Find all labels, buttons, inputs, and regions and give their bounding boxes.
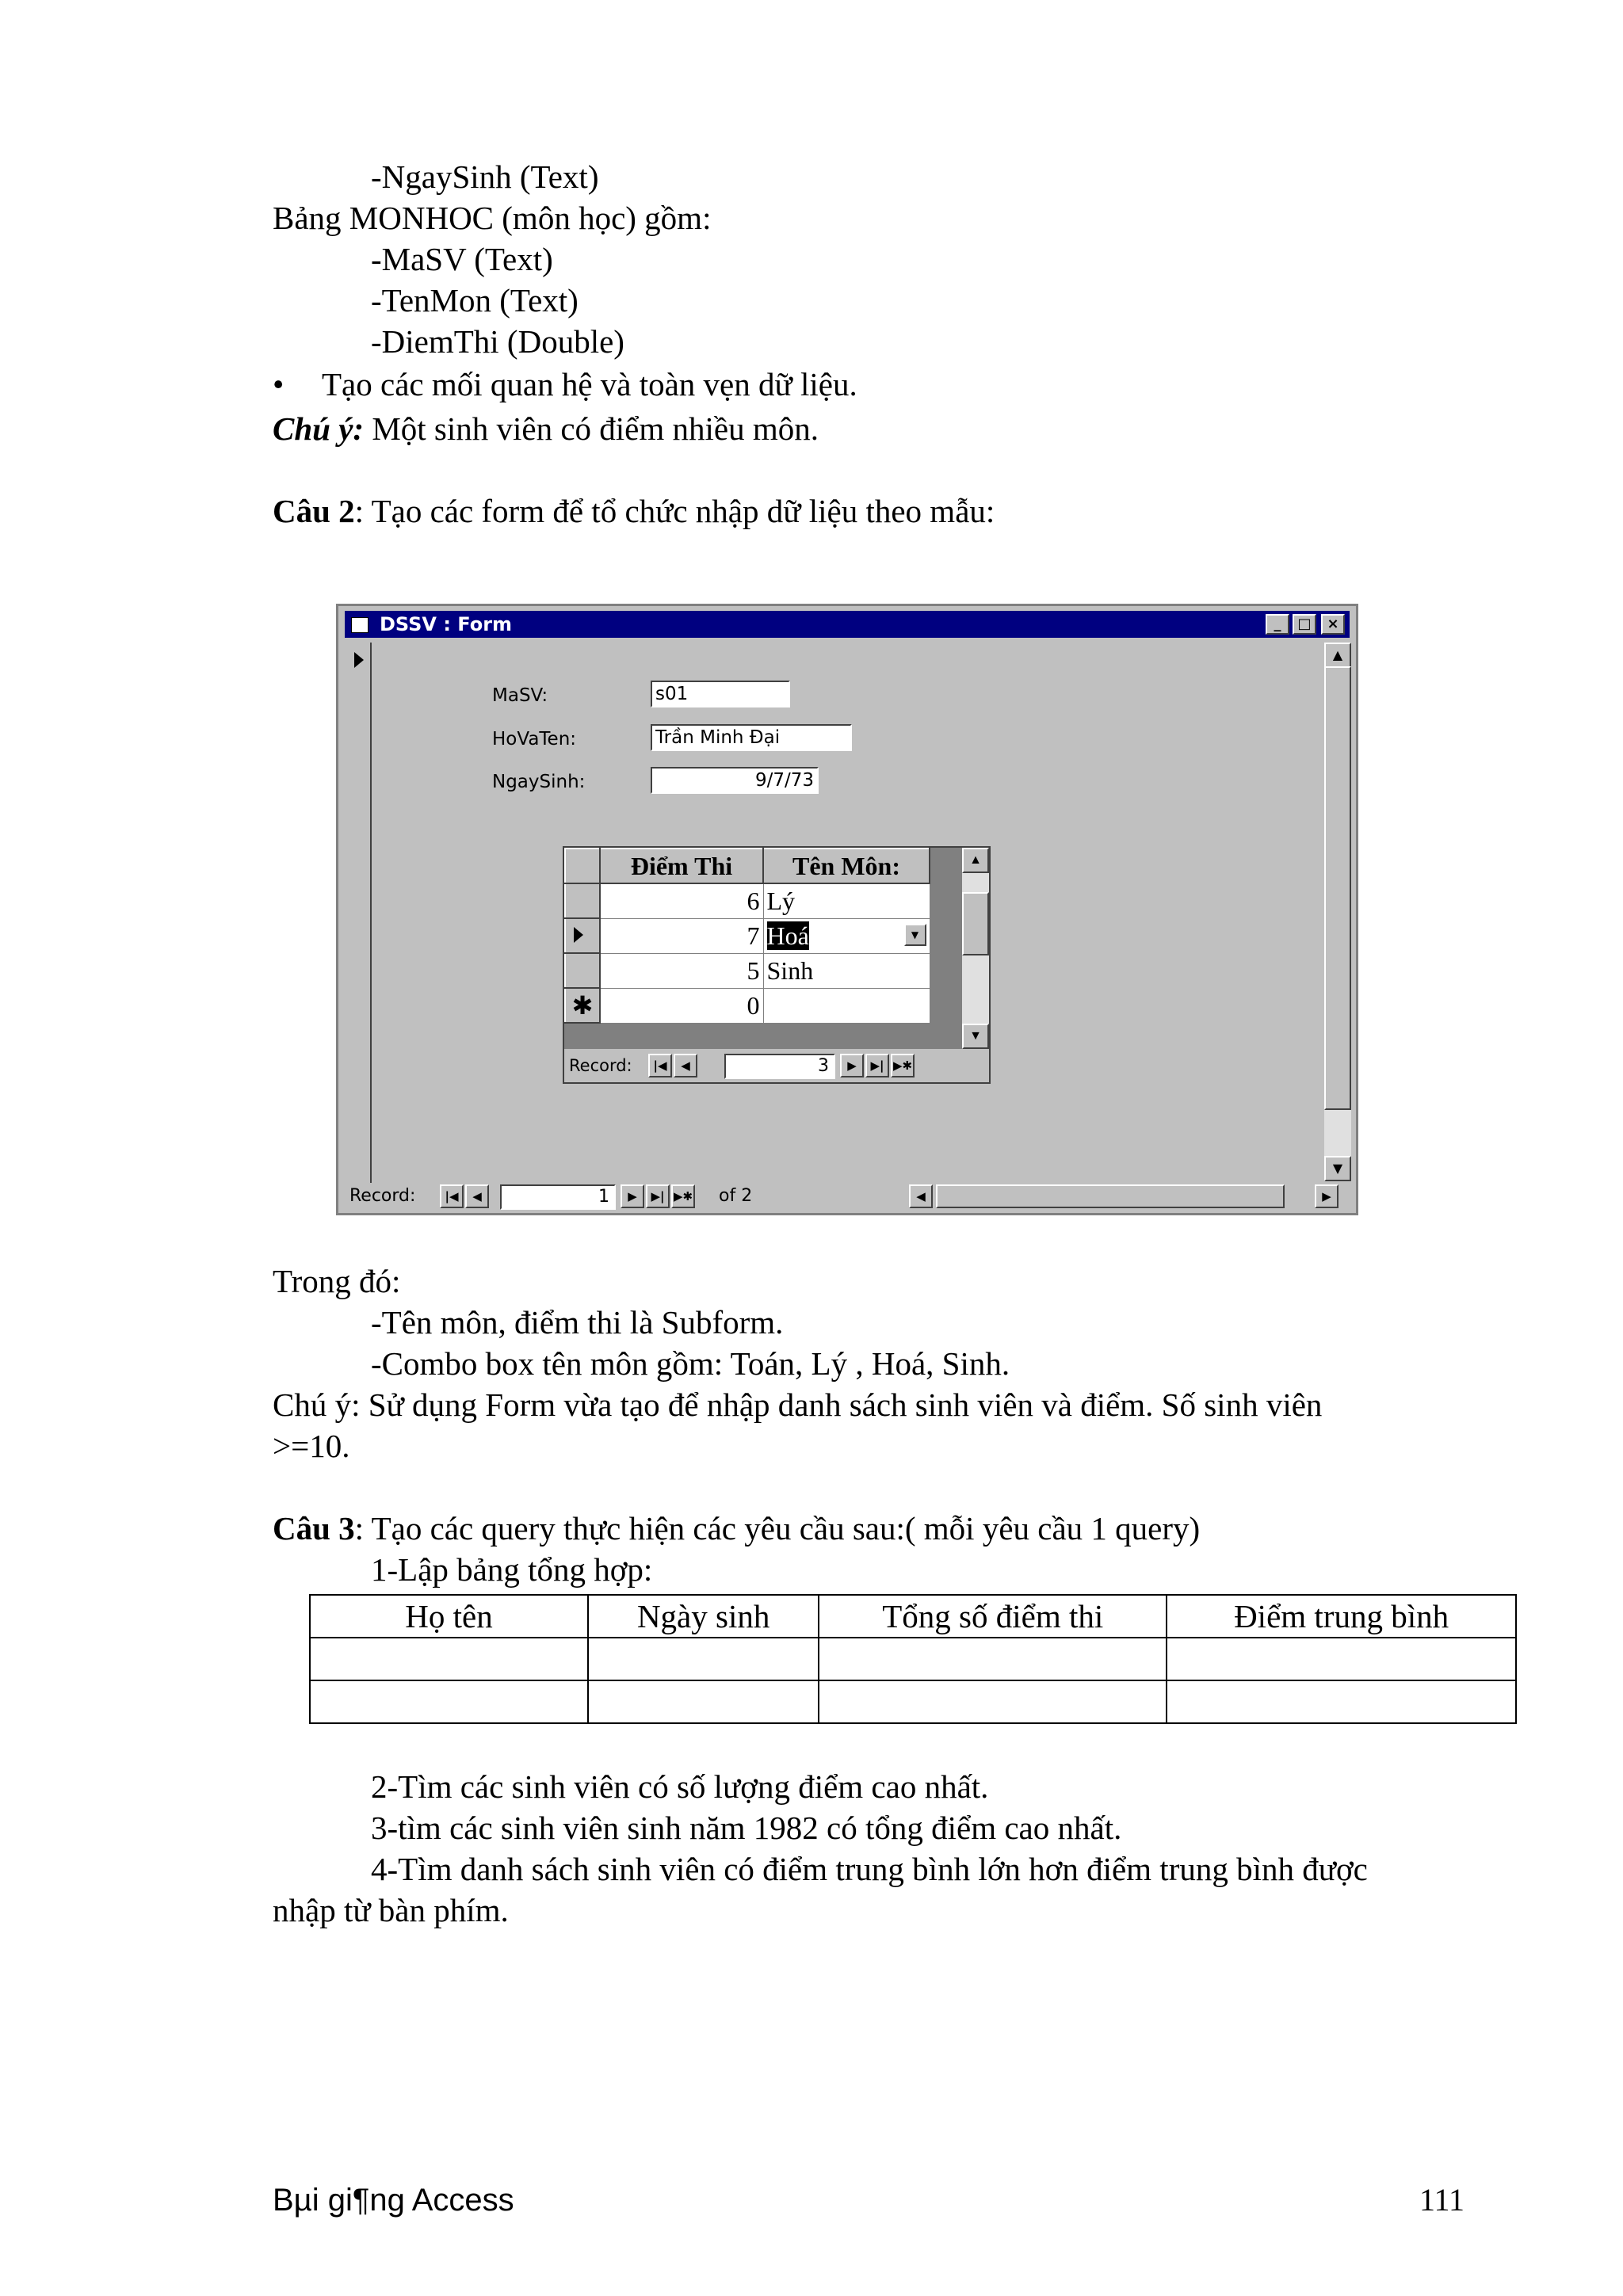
diem-cell[interactable]: 0 xyxy=(600,988,763,1023)
row-selector[interactable] xyxy=(565,918,600,953)
sub-last-record-icon[interactable]: ▶| xyxy=(865,1054,889,1077)
text-q3: 3-tìm các sinh viên sinh năm 1982 có tổng điểm cao nhất. xyxy=(371,1810,1122,1846)
ngaysinh-label: NgaySinh: xyxy=(492,772,586,792)
cau-3-label: Câu 3 xyxy=(273,1510,355,1547)
text-bang-monhoc: Bảng MONHOC (môn học) gồm: xyxy=(273,200,712,236)
form-vertical-scrollbar[interactable] xyxy=(1324,643,1351,1181)
sub-first-record-icon[interactable]: |◀ xyxy=(648,1054,672,1077)
text-chu-y-2b: >=10. xyxy=(273,1428,350,1464)
table-row xyxy=(565,918,930,953)
text-tao-quan-he: Tạo các mối quan hệ và toàn vẹn dữ liệu. xyxy=(322,366,857,402)
footer-title: Bµi gi¶ng Access xyxy=(273,2183,514,2218)
record-of-text: of 2 xyxy=(719,1186,753,1206)
sub-new-record-icon[interactable]: ▶✱ xyxy=(891,1054,915,1077)
text-q2: 2-Tìm các sinh viên có số lượng điểm cao nhất. xyxy=(371,1768,989,1805)
sub-next-record-icon[interactable]: ▶ xyxy=(840,1054,864,1077)
text-masv: -MaSV (Text) xyxy=(371,241,553,277)
table-row xyxy=(565,883,930,918)
col-ho-ten: Họ tên xyxy=(310,1595,588,1638)
scroll-right-icon[interactable]: ▶ xyxy=(1315,1184,1338,1208)
current-record-icon xyxy=(354,652,364,668)
text-cau-3 xyxy=(273,1508,1200,1548)
mon-cell[interactable]: Sinh xyxy=(763,953,930,988)
subform-grid xyxy=(564,848,930,1024)
diem-cell[interactable]: 7 xyxy=(600,918,763,953)
last-record-icon[interactable]: ▶| xyxy=(646,1184,670,1208)
text-ngaysinh: -NgaySinh (Text) xyxy=(371,158,599,195)
scroll-thumb[interactable] xyxy=(1324,666,1351,1110)
hovaten-field[interactable]: Trần Minh Đại xyxy=(651,724,852,751)
chu-y-text: Một sinh viên có điểm nhiều môn. xyxy=(364,410,819,447)
sub-scroll-up-icon[interactable]: ▲ xyxy=(962,848,989,873)
table-row xyxy=(565,953,930,988)
subform-corner[interactable] xyxy=(565,849,600,883)
hovaten-label: HoVaTen: xyxy=(492,729,577,749)
subform-vertical-scrollbar[interactable] xyxy=(962,848,989,1049)
form-icon xyxy=(351,617,369,633)
col-ten-mon[interactable]: Tên Môn: xyxy=(763,849,930,883)
form-navigation-bar xyxy=(346,1183,1350,1210)
text-tenmon: -TenMon (Text) xyxy=(371,282,579,318)
scroll-left-icon[interactable]: ◀ xyxy=(909,1184,933,1208)
text-subform: -Tên môn, điểm thi là Subform. xyxy=(371,1304,784,1341)
record-number-field[interactable]: 1 xyxy=(500,1184,616,1210)
chu-y-label: Chú ý: xyxy=(273,410,365,447)
text-q4a: 4-Tìm danh sách sinh viên có điểm trung bình lớn hơn điểm trung bình được xyxy=(371,1851,1368,1887)
table-row xyxy=(310,1680,1516,1723)
diem-cell[interactable]: 5 xyxy=(600,953,763,988)
text-chu-y-1 xyxy=(273,409,819,448)
text-q1: 1-Lập bảng tổng hợp: xyxy=(371,1551,653,1588)
row-selector[interactable] xyxy=(565,883,600,918)
scroll-down-icon[interactable]: ▼ xyxy=(1324,1156,1351,1181)
sub-record-label: Record: xyxy=(569,1056,632,1075)
first-record-icon[interactable]: |◀ xyxy=(440,1184,464,1208)
cau-2-label: Câu 2 xyxy=(273,493,355,529)
maximize-button[interactable]: □ xyxy=(1293,614,1316,635)
col-diem-tb: Điểm trung bình xyxy=(1167,1595,1516,1638)
col-diem-thi[interactable]: Điểm Thi xyxy=(600,849,763,883)
col-tong-diem: Tổng số điểm thi xyxy=(819,1595,1167,1638)
table-row xyxy=(310,1638,1516,1680)
mon-combo-value[interactable]: Hoá xyxy=(766,921,809,950)
close-button[interactable]: × xyxy=(1321,614,1345,635)
text-chu-y-2a: Chú ý: Sử dụng Form vừa tạo để nhập danh sách sinh viên và điểm. Số sinh viên xyxy=(273,1386,1323,1423)
current-row-icon xyxy=(574,927,583,943)
form-title: DSSV : Form xyxy=(380,613,513,635)
sub-record-number-field[interactable]: 3 xyxy=(724,1054,835,1079)
record-label: Record: xyxy=(349,1186,416,1206)
sub-scroll-thumb[interactable] xyxy=(962,892,989,955)
mon-cell[interactable]: Lý xyxy=(763,883,930,918)
text-diemthi: -DiemThi (Double) xyxy=(371,323,624,360)
combo-dropdown-icon[interactable]: ▼ xyxy=(904,924,926,946)
ngaysinh-field[interactable]: 9/7/73 xyxy=(651,767,819,794)
new-record-icon[interactable]: ▶✱ xyxy=(671,1184,695,1208)
table-row xyxy=(565,988,930,1023)
subform xyxy=(563,846,991,1084)
page-number: 111 xyxy=(1419,2182,1465,2218)
sub-prev-record-icon[interactable]: ◀ xyxy=(674,1054,697,1077)
text-trong-do: Trong đó: xyxy=(273,1263,401,1299)
new-row-selector[interactable]: ✱ xyxy=(565,988,600,1023)
horizontal-scroll-thumb[interactable] xyxy=(936,1184,1285,1208)
text-cau-2 xyxy=(273,491,995,531)
record-selector[interactable] xyxy=(346,643,372,1189)
scroll-up-icon[interactable]: ▲ xyxy=(1324,643,1351,668)
col-ngay-sinh: Ngày sinh xyxy=(588,1595,819,1638)
masv-field[interactable]: s01 xyxy=(651,681,790,707)
cau-3-text: : Tạo các query thực hiện các yêu cầu sau:( mỗi yêu cầu 1 query) xyxy=(354,1510,1201,1547)
cau-2-text: : Tạo các form để tổ chức nhập dữ liệu theo mẫu: xyxy=(354,493,995,529)
mon-cell[interactable] xyxy=(763,988,930,1023)
minimize-button[interactable]: _ xyxy=(1266,614,1289,635)
bullet-icon: • xyxy=(273,366,285,402)
sub-scroll-down-icon[interactable]: ▼ xyxy=(962,1024,989,1049)
text-combo-box: -Combo box tên môn gồm: Toán, Lý , Hoá, Sinh. xyxy=(371,1345,1010,1382)
summary-table xyxy=(309,1594,1517,1724)
subform-navigation-bar xyxy=(564,1049,989,1082)
masv-label: MaSV: xyxy=(492,685,548,706)
text-q4b: nhập từ bàn phím. xyxy=(273,1892,509,1928)
next-record-icon[interactable]: ▶ xyxy=(621,1184,644,1208)
mon-cell[interactable] xyxy=(763,918,930,953)
row-selector[interactable] xyxy=(565,953,600,988)
form-titlebar xyxy=(345,611,1350,638)
prev-record-icon[interactable]: ◀ xyxy=(465,1184,489,1208)
diem-cell[interactable]: 6 xyxy=(600,883,763,918)
